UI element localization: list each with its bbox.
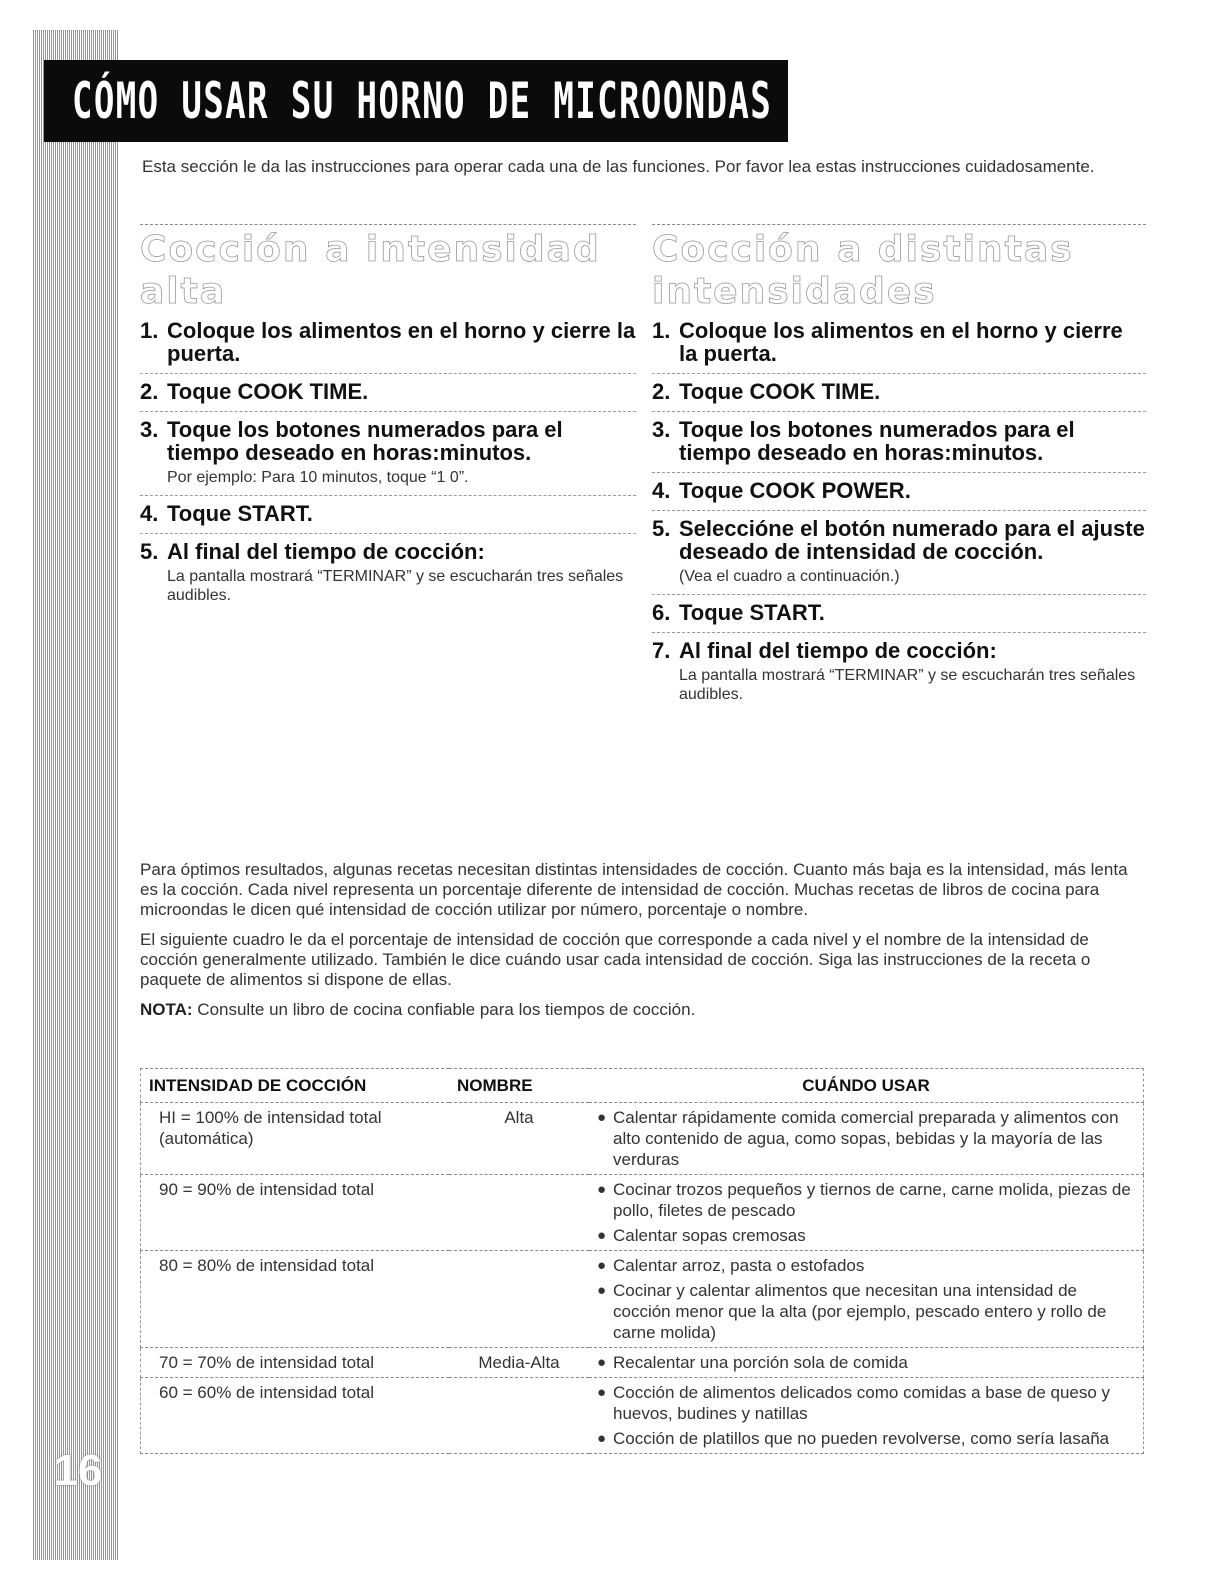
bullet-icon: ● [597, 1282, 607, 1299]
high-power-steps [140, 313, 636, 613]
use-text: Calentar arroz, pasta o estofados [613, 1256, 865, 1275]
body-paragraph: El siguiente cuadro le da el porcentaje de intensidad de cocción que corresponde a cada nivel y el nombre de la intensidad de cocción generalmente utilizado. También le dice cuándo usar cada intensidad de cocción. Siga las instrucciones de la receta o paquete de alimentos si dispone de ellas. [140, 930, 1091, 989]
step-number: 4. [140, 501, 159, 526]
step-text: Toque COOK POWER. [679, 478, 911, 503]
variable-power-steps [652, 313, 1146, 712]
section-title-line: Cocción a distintas [652, 229, 1074, 270]
list-item [140, 496, 636, 534]
list-item [652, 313, 1146, 374]
bullet-icon: ● [597, 1384, 607, 1401]
step-text: Seleccióne el botón numerado para el ajuste deseado de intensidad de cocción. [679, 516, 1145, 564]
list-item [140, 313, 636, 374]
list-item [652, 595, 1146, 633]
section-divider [140, 224, 636, 225]
list-item [652, 412, 1146, 473]
note-paragraph [140, 1000, 1140, 1020]
name-cell [449, 1175, 589, 1251]
table-row [141, 1348, 1144, 1378]
table-row [141, 1175, 1144, 1251]
section-divider [652, 224, 1146, 225]
column-header-intensity: INTENSIDAD DE COCCIÓN [141, 1069, 450, 1103]
step-note: La pantalla mostrará “TERMINAR” y se escucharán tres señales audibles. [679, 667, 1136, 703]
bullet-icon: ● [597, 1227, 607, 1244]
bullet-icon: ● [597, 1181, 607, 1198]
cook-power-explanation [140, 860, 1140, 1030]
list-item [597, 1225, 1135, 1246]
step-text: Al final del tiempo de cocción: [679, 638, 997, 663]
use-text: Cocinar y calentar alimentos que necesitan una intensidad de cocción menor que la alta (por ejemplo, pescado entero y rollo de carne molida) [613, 1281, 1107, 1342]
name-cell [449, 1251, 589, 1348]
step-number: 5. [140, 539, 159, 564]
bullet-icon: ● [597, 1257, 607, 1274]
step-text: Al final del tiempo de cocción: [167, 539, 485, 564]
high-power-section [140, 224, 636, 613]
intensity-cell: 70 = 70% de intensidad total [141, 1348, 450, 1378]
note-text: Consulte un libro de cocina confiable para los tiempos de cocción. [192, 1000, 696, 1019]
step-text: Toque START. [167, 501, 313, 526]
high-power-section-title: Cocción a intensidad alta [140, 229, 601, 312]
step-number: 1. [140, 318, 159, 343]
section-title-line: intensidades [652, 271, 937, 312]
bullet-icon: ● [597, 1354, 607, 1371]
list-item [597, 1382, 1135, 1424]
when-cell [589, 1348, 1144, 1378]
when-cell [589, 1378, 1144, 1454]
list-item [597, 1428, 1135, 1449]
cook-power-table [140, 1068, 1144, 1454]
list-item [597, 1280, 1135, 1343]
list-item [597, 1179, 1135, 1221]
step-text: Toque COOK TIME. [679, 379, 881, 404]
body-paragraph: Para óptimos resultados, algunas recetas necesitan distintas intensidades de cocción. Cuanto más baja es la intensidad, más lenta es la cocción. Cada nivel representa un porcentaje diferente de intensidad de cocción. Muchas recetas de libros de cocina para microondas le dicen qué intensidad de cocción utilizar por número, porcentaje o nombre. [140, 860, 1128, 919]
page-title-banner [44, 60, 788, 142]
list-item [652, 374, 1146, 412]
use-text: Cocinar trozos pequeños y tiernos de carne, carne molida, piezas de pollo, filetes de pescado [613, 1180, 1131, 1220]
intensity-cell: HI = 100% de intensidad total (automática) [141, 1103, 450, 1175]
column-header-name: NOMBRE [449, 1069, 589, 1103]
step-number: 2. [652, 379, 671, 404]
column-header-when: CUÁNDO USAR [589, 1069, 1144, 1103]
use-text: Calentar sopas cremosas [613, 1226, 806, 1245]
list-item [597, 1352, 1135, 1373]
list-item [597, 1255, 1135, 1276]
step-text: Toque los botones numerados para el tiempo deseado en horas:minutos. [679, 417, 1075, 465]
step-note: (Vea el cuadro a continuación.) [679, 568, 900, 585]
list-item [140, 412, 636, 496]
intensity-cell: 90 = 90% de intensidad total [141, 1175, 450, 1251]
when-cell [589, 1175, 1144, 1251]
step-number: 5. [652, 516, 671, 541]
step-number: 6. [652, 600, 671, 625]
step-text: Coloque los alimentos en el horno y cierre la puerta. [167, 318, 636, 366]
list-item [140, 374, 636, 412]
list-item [652, 473, 1146, 511]
list-item [652, 633, 1146, 712]
page-title: CÓMO USAR SU HORNO DE MICROONDAS [72, 72, 773, 130]
use-text: Cocción de platillos que no pueden revolverse, como sería lasaña [613, 1429, 1110, 1448]
step-text: Toque COOK TIME. [167, 379, 369, 404]
intensity-cell: 60 = 60% de intensidad total [141, 1378, 450, 1454]
decorative-side-strip [32, 30, 118, 1560]
when-cell [589, 1103, 1144, 1175]
step-text: Coloque los alimentos en el horno y cierre la puerta. [679, 318, 1123, 366]
step-number: 2. [140, 379, 159, 404]
list-item [597, 1107, 1135, 1170]
page-number: 16 [53, 1446, 103, 1495]
step-number: 7. [652, 638, 671, 663]
step-text: Toque los botones numerados para el tiempo deseado en horas:minutos. [167, 417, 563, 465]
use-text: Cocción de alimentos delicados como comidas a base de queso y huevos, budines y natillas [613, 1383, 1111, 1423]
when-cell [589, 1251, 1144, 1348]
variable-power-section [652, 224, 1146, 712]
list-item [652, 511, 1146, 595]
bullet-icon: ● [597, 1109, 607, 1126]
intro-text: Esta sección le da las instrucciones para operar cada una de las funciones. Por favor lea estas instrucciones cuidadosamente. [142, 157, 1095, 176]
note-label: NOTA: [140, 1000, 193, 1019]
step-number: 1. [652, 318, 671, 343]
bullet-icon: ● [597, 1430, 607, 1447]
step-number: 4. [652, 478, 671, 503]
use-text: Recalentar una porción sola de comida [613, 1353, 908, 1372]
step-text: Toque START. [679, 600, 825, 625]
step-note: La pantalla mostrará “TERMINAR” y se escucharán tres señales audibles. [167, 568, 624, 604]
table-row [141, 1251, 1144, 1348]
step-number: 3. [140, 417, 159, 442]
list-item [140, 534, 636, 613]
intensity-cell: 80 = 80% de intensidad total [141, 1251, 450, 1348]
name-cell [449, 1378, 589, 1454]
variable-power-section-title [652, 229, 1146, 313]
step-note: Por ejemplo: Para 10 minutos, toque “1 0”. [167, 469, 469, 486]
step-number: 3. [652, 417, 671, 442]
name-cell: Media-Alta [449, 1348, 589, 1378]
use-text: Calentar rápidamente comida comercial preparada y alimentos con alto contenido de agua, como sopas, bebidas y la mayoría de las verduras [613, 1108, 1119, 1169]
name-cell: Alta [449, 1103, 589, 1175]
table-row [141, 1378, 1144, 1454]
table-row [141, 1103, 1144, 1175]
table-header-row [141, 1069, 1144, 1103]
